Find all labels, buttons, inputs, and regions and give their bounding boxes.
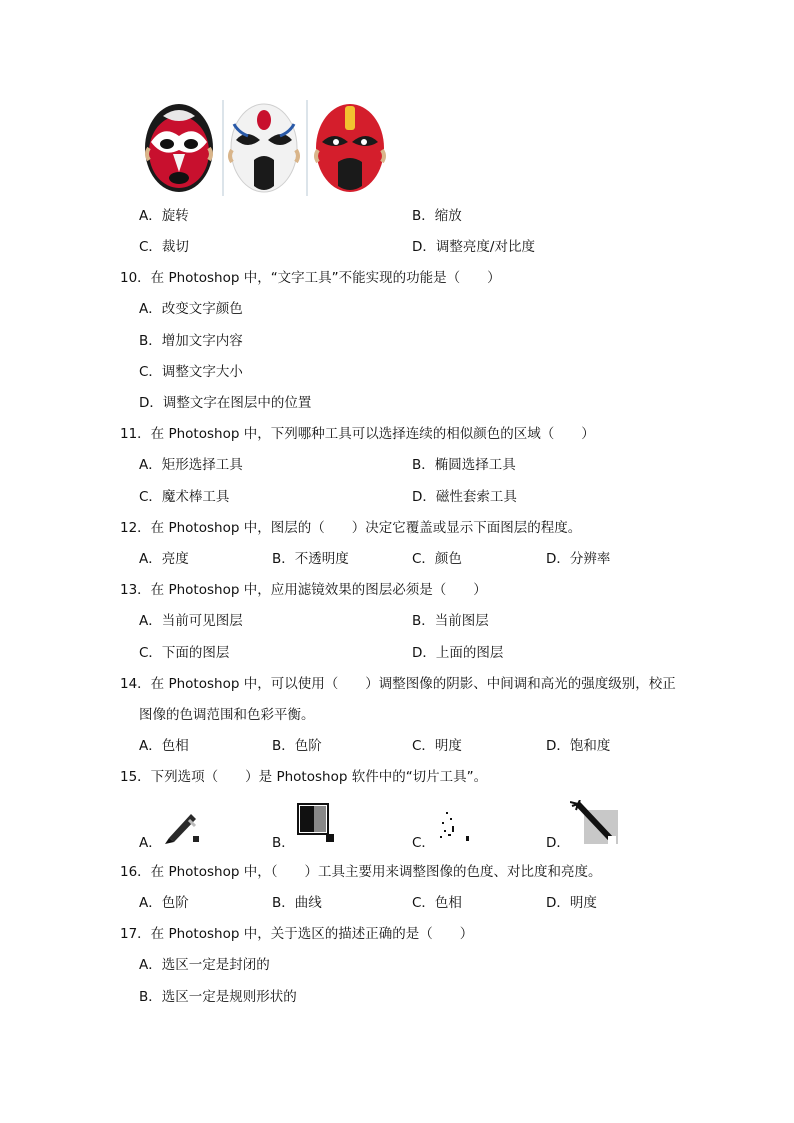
q17-option-b[interactable]: B．选区一定是规则形状的 (139, 989, 297, 1005)
q15-option-a[interactable]: A． (139, 835, 162, 851)
opera-mask-2 (230, 104, 298, 192)
q16-option-a[interactable]: A．色阶 (139, 895, 189, 911)
q11-option-a[interactable]: A．矩形选择工具 (139, 457, 243, 473)
q10-option-c[interactable]: C．调整文字大小 (139, 364, 243, 380)
scatter-brush-icon[interactable] (432, 808, 472, 846)
q9-option-b[interactable]: B．缩放 (412, 208, 462, 224)
q15-option-b[interactable]: B． (272, 835, 295, 851)
opera-masks-image (140, 100, 395, 196)
q10-option-d[interactable]: D．调整文字在图层中的位置 (139, 395, 312, 411)
q15-stem: 15．下列选项（ ）是 Photoshop 软件中的“切片工具”。 (120, 769, 488, 785)
q12-option-b[interactable]: B．不透明度 (272, 551, 349, 567)
magic-wand-icon[interactable] (570, 800, 620, 846)
q13-stem: 13．在 Photoshop 中，应用滤镜效果的图层必须是（ ） (120, 582, 487, 598)
opera-mask-3 (316, 104, 384, 192)
q11-stem: 11．在 Photoshop 中，下列哪种工具可以选择连续的相似颜色的区域（ ） (120, 426, 595, 442)
q10-stem: 10．在 Photoshop 中，“文字工具”不能实现的功能是（ ） (120, 270, 501, 286)
q13-option-b[interactable]: B．当前图层 (412, 613, 489, 629)
q11-option-b[interactable]: B．椭圆选择工具 (412, 457, 516, 473)
q13-option-d[interactable]: D．上面的图层 (412, 645, 504, 661)
q13-option-a[interactable]: A．当前可见图层 (139, 613, 243, 629)
slice-tool-icon[interactable] (296, 802, 336, 844)
q16-option-b[interactable]: B．曲线 (272, 895, 322, 911)
q14-option-c[interactable]: C．明度 (412, 738, 462, 754)
q17-stem: 17．在 Photoshop 中，关于选区的描述正确的是（ ） (120, 926, 474, 942)
q11-option-d[interactable]: D．磁性套索工具 (412, 489, 517, 505)
q12-option-c[interactable]: C．颜色 (412, 551, 462, 567)
q15-option-d[interactable]: D． (546, 835, 570, 851)
q14-option-b[interactable]: B．色阶 (272, 738, 322, 754)
q16-option-d[interactable]: D．明度 (546, 895, 597, 911)
q14-stem-line1: 14．在 Photoshop 中，可以使用（ ）调整图像的阴影、中间调和高光的强度级别，校正 (120, 676, 676, 692)
q15-option-c[interactable]: C． (412, 835, 435, 851)
pen-tool-icon[interactable] (163, 806, 203, 846)
q9-option-d[interactable]: D．调整亮度/对比度 (412, 239, 535, 255)
q11-option-c[interactable]: C．魔术棒工具 (139, 489, 230, 505)
q9-option-c[interactable]: C．裁切 (139, 239, 189, 255)
q9-option-a[interactable]: A．旋转 (139, 208, 189, 224)
q14-option-d[interactable]: D．饱和度 (546, 738, 611, 754)
q10-option-a[interactable]: A．改变文字颜色 (139, 301, 243, 317)
q17-option-a[interactable]: A．选区一定是封闭的 (139, 957, 270, 973)
q12-option-a[interactable]: A．亮度 (139, 551, 189, 567)
q10-option-b[interactable]: B．增加文字内容 (139, 333, 243, 349)
opera-mask-1 (145, 104, 213, 192)
q14-option-a[interactable]: A．色相 (139, 738, 189, 754)
q16-option-c[interactable]: C．色相 (412, 895, 462, 911)
q16-stem: 16．在 Photoshop 中，（ ）工具主要用来调整图像的色度、对比度和亮度。 (120, 864, 602, 880)
q12-stem: 12．在 Photoshop 中，图层的（ ）决定它覆盖或显示下面图层的程度。 (120, 520, 582, 536)
q12-option-d[interactable]: D．分辨率 (546, 551, 611, 567)
q13-option-c[interactable]: C．下面的图层 (139, 645, 230, 661)
q14-stem-line2: 图像的色调范围和色彩平衡。 (139, 707, 315, 723)
